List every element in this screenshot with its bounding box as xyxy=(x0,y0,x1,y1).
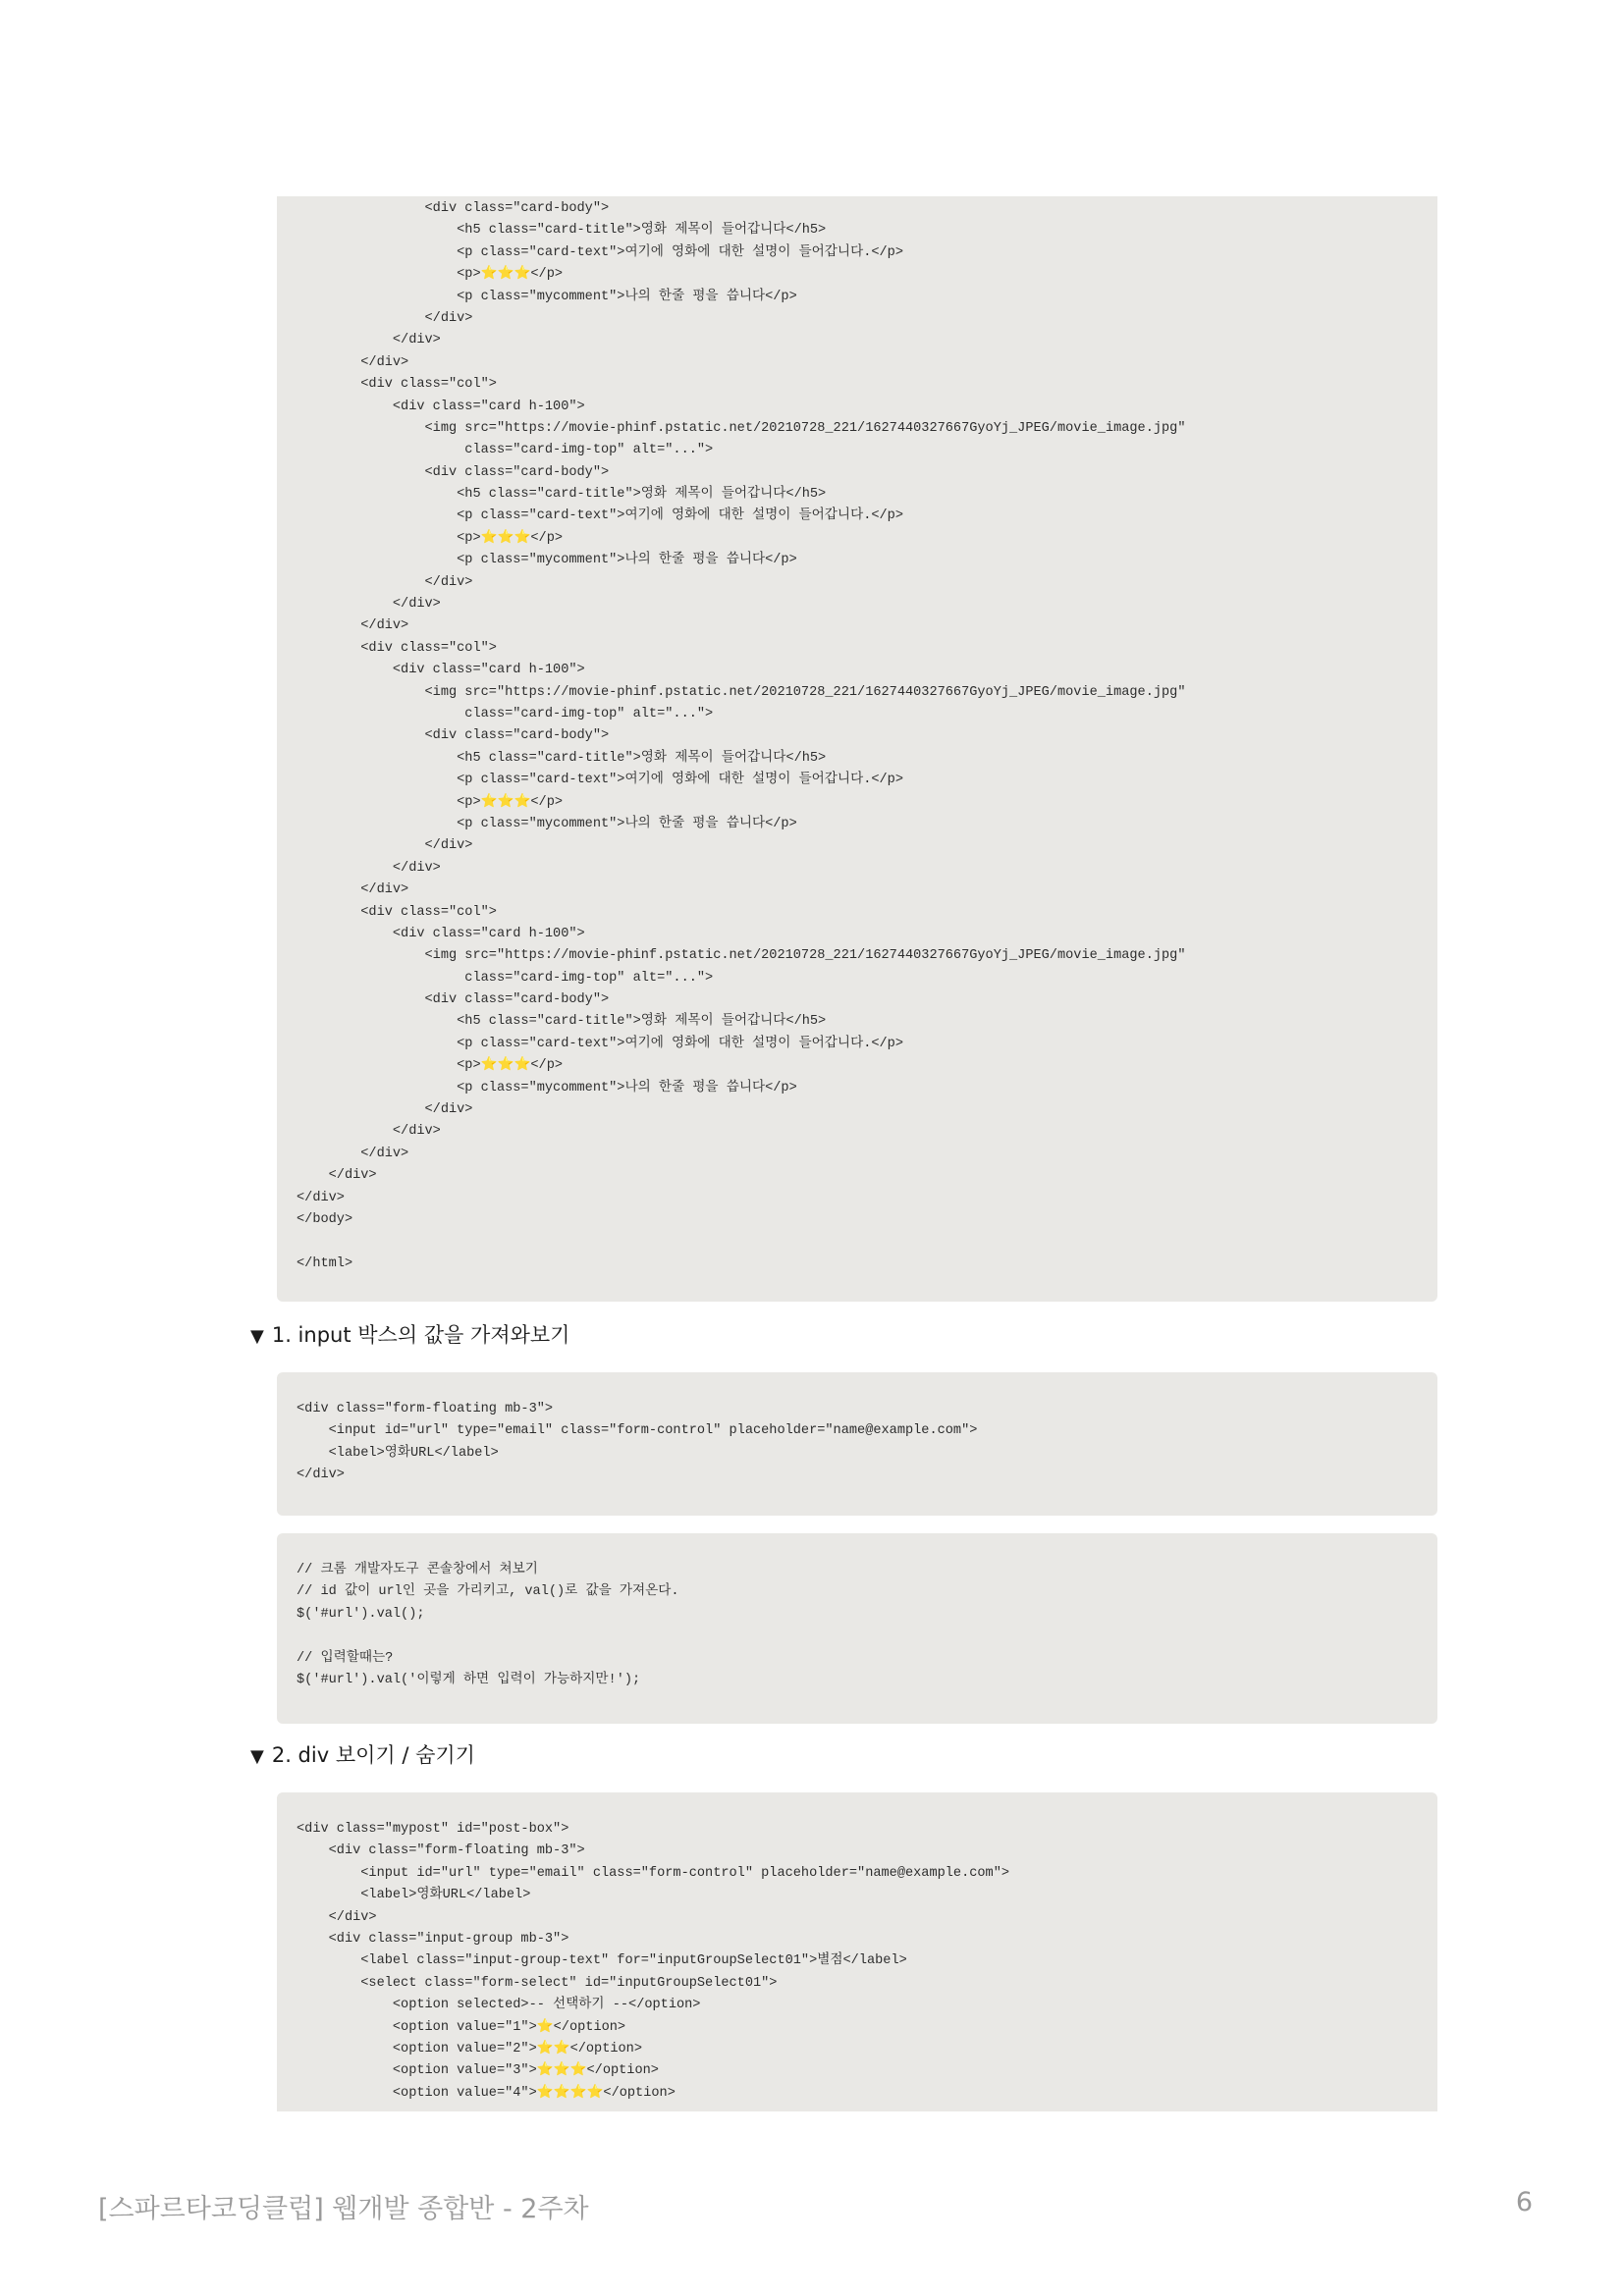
code-line: <div class="form-floating mb-3"> xyxy=(297,1843,585,1859)
code-line: <option value="2">⭐⭐</option> xyxy=(297,2041,642,2056)
code-line: <p>⭐⭐⭐</p> xyxy=(297,794,564,810)
code-line: <div class="col"> xyxy=(297,377,497,393)
code-line: // 입력할때는? xyxy=(297,1650,394,1666)
code-line: </div> xyxy=(297,1468,345,1483)
code-block-input-html xyxy=(277,1372,1437,1516)
code-line: <p class="card-text">여기에 영화에 대한 설명이 들어갑니다.</p> xyxy=(297,244,903,260)
code-line: <p>⭐⭐⭐</p> xyxy=(297,530,564,546)
code-line: <option value="1">⭐</option> xyxy=(297,2019,626,2035)
code-line: <p class="mycomment">나의 한줄 평을 씁니다</p> xyxy=(297,553,797,568)
code-line: <option value="3">⭐⭐⭐</option> xyxy=(297,2063,659,2079)
code-line: <p class="mycomment">나의 한줄 평을 씁니다</p> xyxy=(297,289,797,304)
code-block-post-box xyxy=(277,1792,1437,2111)
code-line: <p class="card-text">여기에 영화에 대한 설명이 들어갑니다.</p> xyxy=(297,1036,903,1051)
code-line: class="card-img-top" alt="..."> xyxy=(297,443,714,458)
code-line: </div> xyxy=(297,838,473,854)
code-line: </div> xyxy=(297,597,441,613)
code-line: <h5 class="card-title">영화 제목이 들어갑니다</h5> xyxy=(297,750,827,766)
code-line: </div> xyxy=(297,354,409,370)
code-line: <label>영화URL</label> xyxy=(297,1445,499,1461)
toggle-input-value[interactable] xyxy=(250,1318,569,1352)
code-line: </div> xyxy=(297,860,441,876)
code-line: <img src="https://movie-phinf.pstatic.net/20210728_221/1627440327667GyoYj_JPEG/movie_image.jpg" xyxy=(297,684,1186,700)
code-line: <div class="input-group mb-3"> xyxy=(297,1931,569,1947)
code-line: <input id="url" type="email" class="form-control" placeholder="name@example.com"> xyxy=(297,1423,978,1439)
code-line: </div> xyxy=(297,574,473,590)
toggle-title: 2. div 보이기 / 숨기기 xyxy=(271,1743,475,1767)
code-line: <div class="card h-100"> xyxy=(297,399,585,414)
code-line: // id 값이 url인 곳을 가리키고, val()로 값을 가져온다. xyxy=(297,1584,679,1600)
code-line: </div> xyxy=(297,310,473,326)
code-line xyxy=(297,1231,1428,1253)
code-line: <div class="col"> xyxy=(297,640,497,656)
code-line: </div> xyxy=(297,333,441,348)
code-line: <div class="form-floating mb-3"> xyxy=(297,1402,554,1416)
code-line: <select class="form-select" id="inputGroupSelect01"> xyxy=(297,1975,778,1991)
code-line: class="card-img-top" alt="..."> xyxy=(297,706,714,721)
code-line: <p class="card-text">여기에 영화에 대한 설명이 들어갑니다.</p> xyxy=(297,508,903,524)
page-number: 6 xyxy=(1515,2187,1533,2217)
code-line: <p class="mycomment">나의 한줄 평을 씁니다</p> xyxy=(297,816,797,831)
code-line xyxy=(297,1626,1428,1647)
code-line: // 크롬 개발자도구 콘솔창에서 쳐보기 xyxy=(297,1563,538,1577)
code-line: </html> xyxy=(297,1255,353,1271)
code-line: <label class="input-group-text" for="inputGroupSelect01">별점</label> xyxy=(297,1953,907,1969)
code-line: </div> xyxy=(297,618,409,634)
code-lines xyxy=(297,1819,1428,2105)
code-line: $('#url').val('이렇게 하면 입력이 가능하지만!'); xyxy=(297,1672,641,1687)
footer-title: [스파르타코딩클럽] 웹개발 종합반 - 2주차 xyxy=(98,2194,589,2224)
triangle-down-icon[interactable]: ▼ xyxy=(250,1746,264,1767)
code-line: <p class="mycomment">나의 한줄 평을 씁니다</p> xyxy=(297,1080,797,1095)
code-line: <h5 class="card-title">영화 제목이 들어갑니다</h5> xyxy=(297,1014,827,1030)
code-line: <div class="card-body"> xyxy=(297,992,610,1008)
code-line: </body> xyxy=(297,1211,353,1227)
code-block-html-continued xyxy=(277,196,1437,1302)
triangle-down-icon[interactable]: ▼ xyxy=(250,1326,264,1347)
code-line: </div> xyxy=(297,882,409,898)
code-line: <label>영화URL</label> xyxy=(297,1888,531,1903)
code-line: <div class="card-body"> xyxy=(297,464,610,480)
code-line: <h5 class="card-title">영화 제목이 들어갑니다</h5> xyxy=(297,223,827,239)
code-line: <h5 class="card-title">영화 제목이 들어갑니다</h5> xyxy=(297,487,827,503)
code-line: $('#url').val(); xyxy=(297,1606,425,1622)
code-line: <img src="https://movie-phinf.pstatic.net/20210728_221/1627440327667GyoYj_JPEG/movie_image.jpg" xyxy=(297,948,1186,964)
code-lines xyxy=(297,198,1428,1275)
code-block-jquery-val xyxy=(277,1533,1437,1724)
code-line: <option selected>-- 선택하기 --</option> xyxy=(297,1998,701,2013)
code-lines xyxy=(297,1399,1428,1487)
code-line: <div class="card-body"> xyxy=(297,201,610,216)
code-line: <p>⭐⭐⭐</p> xyxy=(297,267,564,283)
code-line: <input id="url" type="email" class="form-control" placeholder="name@example.com"> xyxy=(297,1865,1010,1881)
code-line: <div class="card-body"> xyxy=(297,728,610,744)
code-line: </div> xyxy=(297,1102,473,1118)
code-line: <option value="4">⭐⭐⭐⭐</option> xyxy=(297,2085,676,2101)
code-line: </div> xyxy=(297,1190,345,1205)
code-line: <div class="mypost" id="post-box"> xyxy=(297,1822,569,1837)
code-line: <div class="card h-100"> xyxy=(297,926,585,941)
code-line: <p class="card-text">여기에 영화에 대한 설명이 들어갑니다.</p> xyxy=(297,773,903,788)
code-line: </div> xyxy=(297,1168,377,1184)
code-line: class="card-img-top" alt="..."> xyxy=(297,970,714,986)
code-line: <img src="https://movie-phinf.pstatic.net/20210728_221/1627440327667GyoYj_JPEG/movie_image.jpg" xyxy=(297,420,1186,436)
code-line: <p>⭐⭐⭐</p> xyxy=(297,1058,564,1074)
toggle-div-show-hide[interactable] xyxy=(250,1738,475,1772)
code-line: <div class="card h-100"> xyxy=(297,663,585,678)
code-line: <div class="col"> xyxy=(297,904,497,920)
code-line: </div> xyxy=(297,1124,441,1140)
code-line: </div> xyxy=(297,1909,377,1925)
toggle-title: 1. input 박스의 값을 가져와보기 xyxy=(271,1323,570,1347)
code-line: </div> xyxy=(297,1146,409,1161)
code-lines xyxy=(297,1560,1428,1691)
